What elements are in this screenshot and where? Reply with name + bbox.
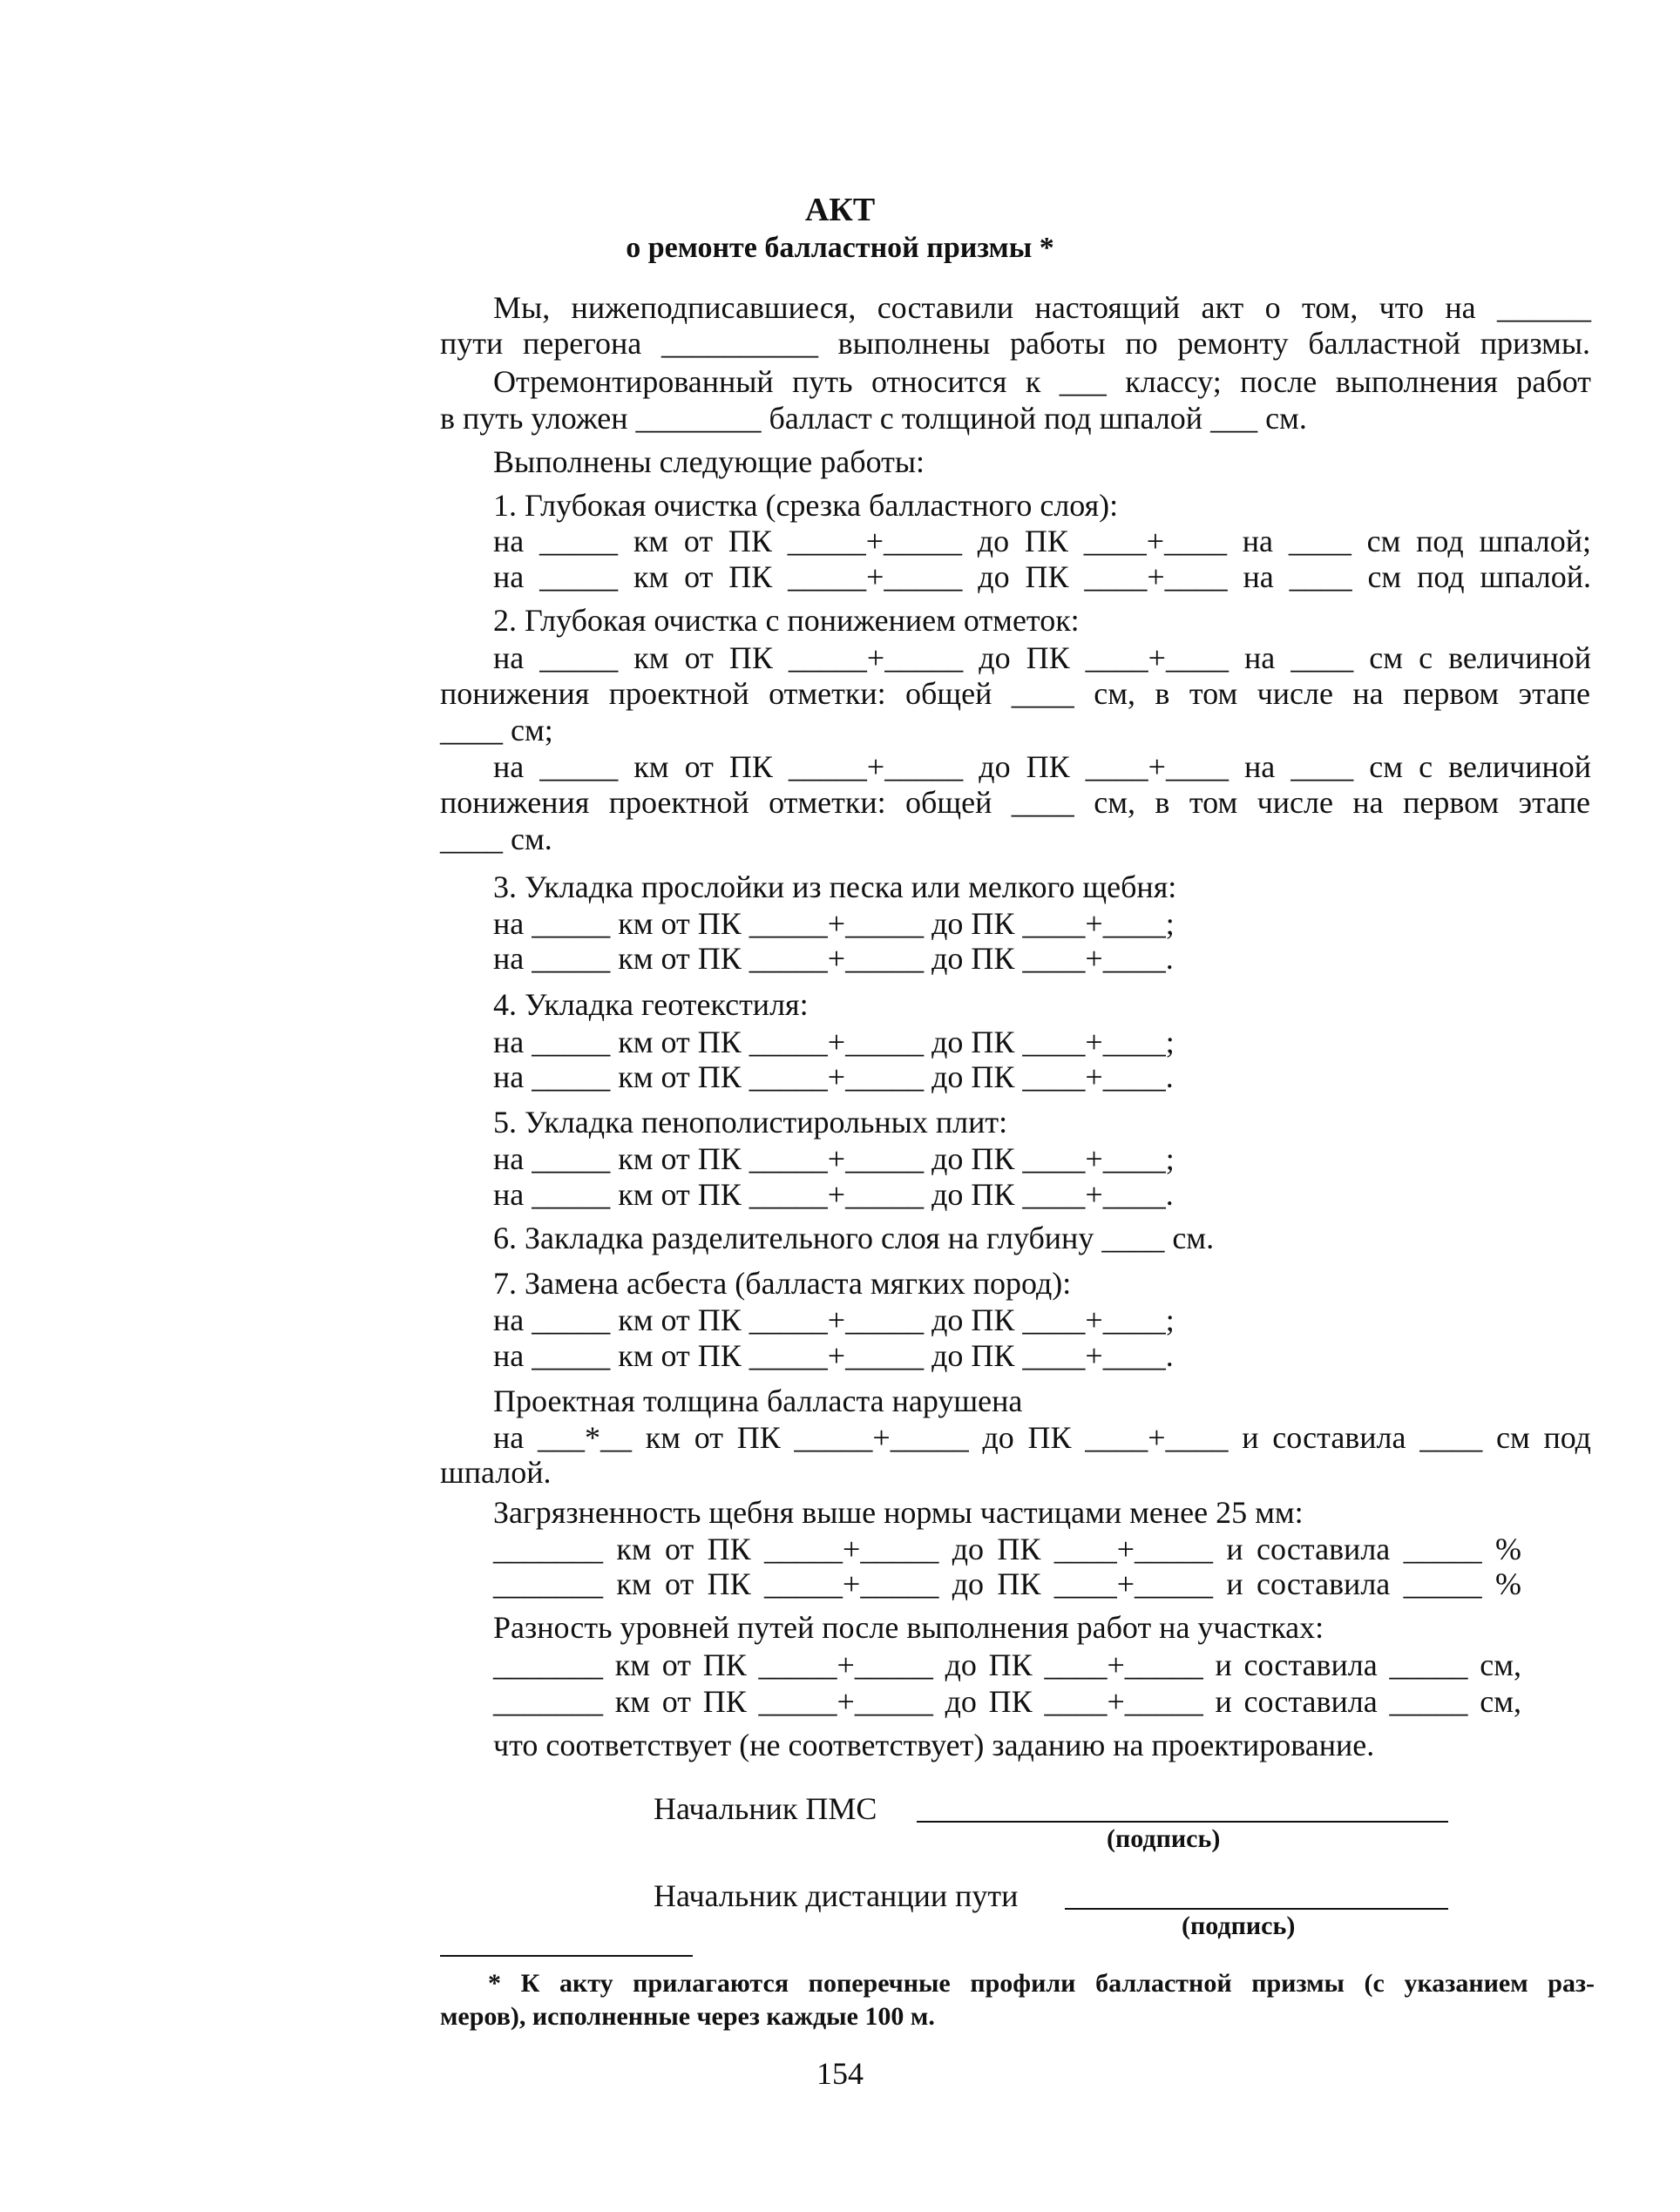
body-line: на _____ км от ПК _____+_____ до ПК ____+____. [493, 1059, 1174, 1094]
body-line: шпалой. [440, 1455, 552, 1490]
body-line: 3. Укладка прослойки из песка или мелкого щебня: [493, 869, 1177, 904]
footnote-rule [440, 1955, 693, 1957]
body-line: 7. Замена асбеста (балласта мягких пород): [493, 1266, 1072, 1301]
body-line: _______ км от ПК _____+_____ до ПК ____+_____ и составила _____ % [493, 1532, 1521, 1566]
body-line: на _____ км от ПК _____+_____ до ПК ____+____; [493, 1025, 1175, 1059]
body-line: на _____ км от ПК _____+_____ до ПК ____+____ на ____ см с величиной [493, 640, 1591, 675]
footnote-line-2: меров), исполненные через каждые 100 м. [440, 2002, 935, 2031]
body-line: на _____ км от ПК _____+_____ до ПК ____+____; [493, 1302, 1175, 1337]
signature-distance-line [1065, 1908, 1448, 1910]
body-line: на _____ км от ПК _____+_____ до ПК ____+____. [493, 941, 1174, 976]
signature-distance-label: Начальник дистанции пути [654, 1878, 1019, 1913]
body-line: понижения проектной отметки: общей ____ см, в том числе на первом этапе [440, 785, 1590, 820]
body-line: 1. Глубокая очистка (срезка балластного слоя): [493, 488, 1119, 523]
body-line: 2. Глубокая очистка с понижением отметок: [493, 603, 1080, 638]
body-line: пути перегона __________ выполнены работы по ремонту балластной призмы. [440, 326, 1590, 361]
footnote-line-1: * К акту прилагаются поперечные профили балластной призмы (с указанием раз- [488, 1969, 1595, 1998]
body-line: Отремонтированный путь относится к ___ классу; после выполнения работ [493, 364, 1591, 399]
signature-distance-caption: (подпись) [1182, 1911, 1296, 1940]
body-line: на _____ км от ПК _____+_____ до ПК ____+____. [493, 1338, 1174, 1373]
signature-pms-caption: (подпись) [1107, 1824, 1221, 1853]
body-line: на _____ км от ПК _____+_____ до ПК ____+____. [493, 1177, 1174, 1212]
signature-pms-label: Начальник ПМС [654, 1791, 877, 1826]
signature-pms-line [917, 1821, 1448, 1823]
body-line: понижения проектной отметки: общей ____ см, в том числе на первом этапе [440, 676, 1590, 711]
body-line: Разность уровней путей после выполнения работ на участках: [493, 1610, 1324, 1645]
body-line: на _____ км от ПК _____+_____ до ПК ____+____ на ____ см под шпалой. [493, 559, 1591, 594]
body-line: на ___*__ км от ПК _____+_____ до ПК ____+____ и составила ____ см под [493, 1420, 1591, 1455]
body-line: _______ км от ПК _____+_____ до ПК ____+_____ и составила _____ см, [493, 1647, 1521, 1682]
body-line: что соответствует (не соответствует) заданию на проектирование. [493, 1728, 1375, 1762]
body-line: Выполнены следующие работы: [493, 444, 925, 479]
body-line: на _____ км от ПК _____+_____ до ПК ____+____; [493, 906, 1175, 941]
body-line: _______ км от ПК _____+_____ до ПК ____+_____ и составила _____ % [493, 1566, 1521, 1601]
body-line: 5. Укладка пенополистирольных плит: [493, 1105, 1008, 1140]
body-line: на _____ км от ПК _____+_____ до ПК ____+____; [493, 1141, 1175, 1176]
body-line: Загрязненность щебня выше нормы частицами менее 25 мм: [493, 1495, 1304, 1530]
body-line: ____ см. [440, 822, 552, 856]
document-title: АКТ [804, 192, 876, 228]
body-line: в путь уложен ________ балласт с толщиной под шпалой ___ см. [440, 401, 1307, 436]
body-line: _______ км от ПК _____+_____ до ПК ____+_____ и составила _____ см, [493, 1684, 1521, 1719]
body-line: 4. Укладка геотекстиля: [493, 987, 809, 1022]
body-line: 6. Закладка разделительного слоя на глубину ____ см. [493, 1221, 1215, 1255]
body-line: Мы, нижеподписавшиеся, составили настоящий акт о том, что на ______ [493, 290, 1591, 325]
page-number: 154 [816, 2056, 864, 2091]
body-line: на _____ км от ПК _____+_____ до ПК ____+____ на ____ см с величиной [493, 749, 1591, 784]
document-subtitle: о ремонте балластной призмы * [626, 232, 1054, 264]
body-line: на _____ км от ПК _____+_____ до ПК ____+____ на ____ см под шпалой; [493, 524, 1591, 558]
body-line: Проектная толщина балласта нарушена [493, 1383, 1023, 1418]
body-line: ____ см; [440, 713, 553, 747]
